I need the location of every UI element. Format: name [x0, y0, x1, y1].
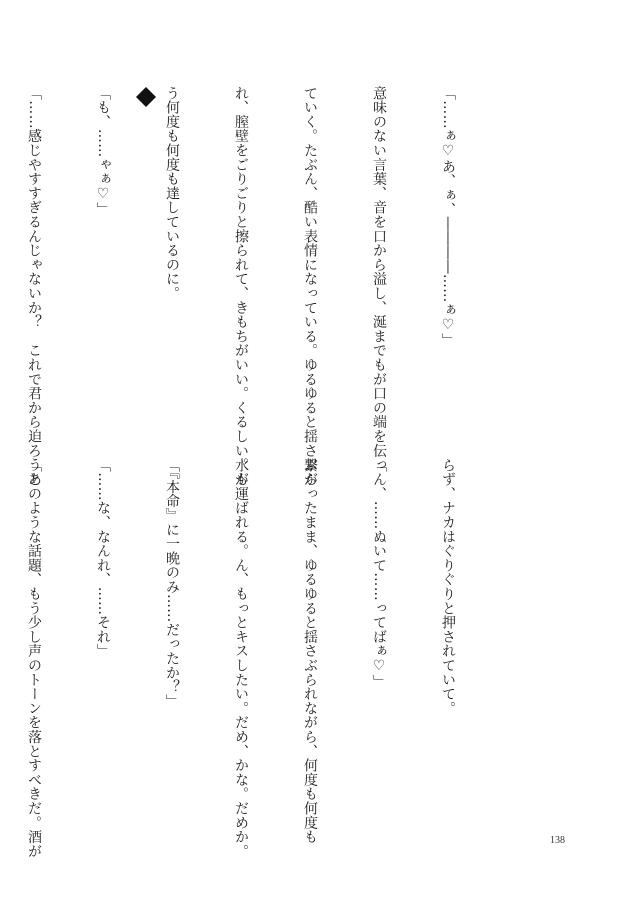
bottom-text-block	[26, 458, 505, 859]
top-text-block	[26, 86, 505, 487]
text-line: 「あのような話題、もう少し声のトーンを落とすべきだ。酒が	[26, 458, 42, 859]
text-line: れ、膣壁をごりごりと擦られて、きもちがいい。くるしい。も	[233, 86, 249, 487]
text-line: 「……ぁ♡あ、ぁ、――――……ぁ♡」	[440, 86, 456, 348]
text-line: 意味のない言葉、音を口から溢し、涎までもが口の端を伝っ	[371, 86, 387, 473]
text-line: 「……感じやすすぎるんじゃないか？ これで君から迫ろうと	[26, 86, 42, 487]
text-line: 「……な、なんれ、……それ」	[95, 458, 111, 659]
text-line: う何度も何度も達しているのに。	[164, 86, 180, 301]
text-line: 「も、……ゃぁ♡」	[95, 86, 111, 217]
text-line: 繋がったまま、ゆるゆると揺さぶられながら、何度も何度も	[302, 458, 318, 845]
text-line: ていく。たぶん、酷い表情になっている。ゆるゆると揺さぶら	[302, 86, 318, 487]
page-number: 138	[550, 835, 565, 846]
text-line: 水が運ばれる。ん、もっとキスしたい。だめ、かな。だめか。	[233, 458, 249, 859]
text-line: 「『本命』に一晩のみ……だったか？」	[164, 458, 180, 709]
text-line: らず、ナカはぐりぐりと押されていて。	[440, 458, 456, 716]
text-line: 「ん、……ぬいて……ってばぁ♡」	[371, 458, 387, 689]
